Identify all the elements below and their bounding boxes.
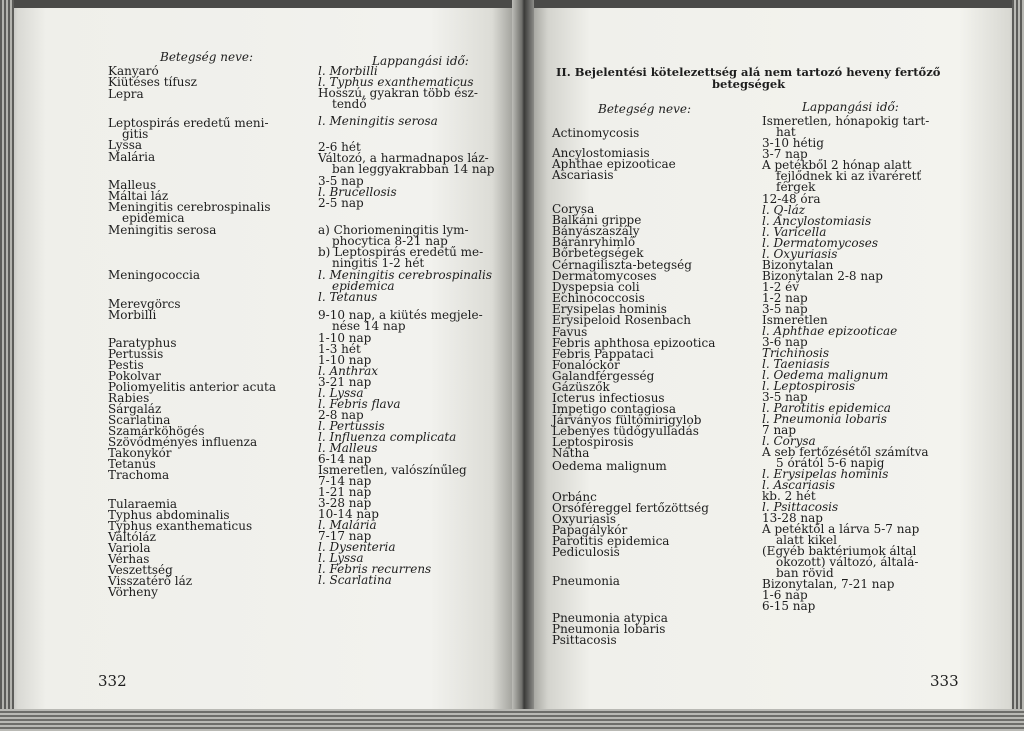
incubation-period: l. Influenza complicata [318, 430, 457, 444]
incubation-period: 2-5 nap [318, 196, 364, 210]
incubation-period: l. Febris recurrens [318, 562, 432, 576]
disease-name: Impetigo contagiosa [552, 402, 676, 416]
incubation-period: ningitis 1-2 hét [332, 256, 425, 270]
incubation-period: ban leggyakrabban 14 nap [332, 162, 495, 176]
incubation-period: l. Oxyuriasis [762, 247, 838, 261]
disease-name: Icterus infectiosus [552, 391, 665, 405]
incubation-period: 1-2 év [762, 280, 800, 294]
disease-name: Balkáni grippe [552, 213, 642, 227]
disease-name: Malária [108, 150, 156, 164]
disease-name: Orbánc [552, 490, 597, 504]
disease-name: Echinococcosis [552, 291, 645, 305]
incubation-period: l. Leptospirosis [762, 379, 856, 393]
incubation-period: l. Erysipelas hominis [762, 467, 889, 481]
incubation-period: l. Febris flava [318, 397, 401, 411]
disease-name: Vörheny [108, 585, 158, 599]
disease-name: Orsóféreggel fertőzöttség [552, 501, 709, 515]
disease-name: Favus [552, 325, 588, 339]
disease-name: Scarlatina [108, 413, 171, 427]
disease-name: Fonalóckór [552, 358, 620, 372]
incubation-period: l. Morbilli [318, 64, 378, 78]
incubation-period: 3-6 nap [762, 335, 808, 349]
incubation-period: 1-2 nap [762, 291, 808, 305]
disease-name: Kiütéses tífusz [108, 75, 197, 89]
incubation-period: ban rövid [776, 566, 834, 580]
page-edges-left [0, 0, 14, 731]
disease-name: Erysipelas hominis [552, 302, 667, 316]
disease-name: Szövődményes influenza [108, 435, 258, 449]
disease-name: Pestis [108, 358, 144, 372]
incubation-period: 3-28 nap [318, 496, 372, 510]
disease-name: Meningitis cerebrospinalis [108, 200, 271, 214]
incubation-period: l. Ascariasis [762, 478, 836, 492]
incubation-period: 10-14 nap [318, 507, 379, 521]
incubation-period: Bizonytalan [762, 258, 834, 272]
incubation-period: l. Dermatomycoses [762, 236, 879, 250]
incubation-period: 9-10 nap, a kiütés megjele- [318, 308, 483, 322]
disease-name: Morbilli [108, 308, 157, 322]
page-edges-bottom [0, 709, 1024, 731]
incubation-period: Bizonytalan 2-8 nap [762, 269, 883, 283]
incubation-period: 1-10 nap [318, 353, 372, 367]
disease-name: Typhus exanthematicus [108, 519, 253, 533]
left-header-disease-name: Betegség neve: [160, 50, 254, 64]
disease-name: Takonykór [108, 446, 172, 460]
incubation-period: 1-3 hét [318, 342, 361, 356]
disease-name: Rabies [108, 391, 150, 405]
incubation-period: l. Malleus [318, 441, 378, 455]
incubation-period: l. Corysa [762, 434, 816, 448]
disease-name: Sárgaláz [108, 402, 162, 416]
incubation-period: 7 nap [762, 423, 797, 437]
incubation-period: epidemica [332, 279, 395, 293]
incubation-period: 3-21 nap [318, 375, 372, 389]
incubation-period: l. Taeniasis [762, 357, 830, 371]
disease-name: Dermatomycoses [552, 269, 657, 283]
disease-name: Meningitis serosa [108, 223, 217, 237]
disease-name: Erysipeloid Rosenbach [552, 313, 691, 327]
disease-name: Parotitis epidemica [552, 534, 670, 548]
incubation-period: a) Choriomeningitis lym- [318, 223, 469, 237]
disease-name: Pertussis [108, 347, 164, 361]
incubation-period: l. Lyssa [318, 551, 364, 565]
incubation-period: 3-5 nap [762, 390, 808, 404]
incubation-period: l. Q-láz [762, 203, 806, 217]
disease-name: Lyssa [108, 138, 143, 152]
incubation-period: okozott) változó, általá- [776, 555, 919, 569]
page-edges-right [1012, 0, 1024, 731]
incubation-period: kb. 2 hét [762, 489, 816, 503]
incubation-period: 7-14 nap [318, 474, 372, 488]
disease-name: Trachoma [108, 468, 170, 482]
page-number-right: 333 [930, 672, 959, 690]
disease-name: Aphthae epizooticae [552, 157, 676, 171]
incubation-period: Bizonytalan, 7-21 nap [762, 577, 895, 591]
disease-name: Merevgörcs [108, 297, 181, 311]
disease-name: Lepra [108, 87, 144, 101]
incubation-period: l. Pertussis [318, 419, 385, 433]
incubation-period: 3-5 nap [318, 174, 364, 188]
disease-name: Ancylostomiasis [552, 146, 650, 160]
incubation-period: l. Varicella [762, 225, 827, 239]
disease-name: Leptospirosis [552, 435, 634, 449]
disease-name: Oxyuriasis [552, 512, 616, 526]
disease-name: Váltóláz [108, 530, 156, 544]
disease-name: Máltai láz [108, 189, 169, 203]
disease-name: epidemica [122, 211, 185, 225]
incubation-period: A petéktől a lárva 5-7 nap [762, 522, 920, 536]
disease-name: Nátha [552, 446, 590, 460]
page-number-left: 332 [98, 672, 127, 690]
disease-name: Malleus [108, 178, 157, 192]
incubation-period: 6-15 nap [762, 599, 816, 613]
disease-name: Gázüszők [552, 380, 610, 394]
incubation-period: 1-6 nap [762, 588, 808, 602]
disease-name: Leptospirás eredetű meni- [108, 116, 269, 130]
incubation-period: tendő [332, 97, 367, 111]
disease-name: Pneumonia atypica [552, 611, 668, 625]
book-gutter [512, 0, 534, 731]
incubation-period: l. Dysenteria [318, 540, 396, 554]
disease-name: Cérnagiliszta-betegség [552, 258, 692, 272]
incubation-period: phocytica 8-21 nap [332, 234, 448, 248]
disease-name: gitis [122, 127, 149, 141]
incubation-period: Ismeretlen, valószínűleg [318, 463, 467, 477]
incubation-period: l. Ancylostomiasis [762, 214, 872, 228]
incubation-period: A petékből 2 hónap alatt [762, 158, 912, 172]
disease-name: Lebenyes tüdőgyulladás [552, 424, 699, 438]
right-header-incubation: Lappangási idő: [802, 100, 899, 114]
disease-name: Bányászaszály [552, 224, 640, 238]
disease-name: Báránryhimlő [552, 235, 636, 249]
incubation-period: 6-14 nap [318, 452, 372, 466]
incubation-period: (Egyéb baktériumok által [762, 544, 917, 558]
disease-name: Tetanus [108, 457, 156, 471]
incubation-period: férgek [776, 180, 816, 194]
incubation-period: 2-6 hét [318, 140, 361, 154]
disease-name: Variola [108, 541, 151, 555]
incubation-period: b) Leptospirás eredetű me- [318, 245, 484, 259]
incubation-period: l. Meningitis serosa [318, 114, 438, 128]
disease-name: Oedema malignum [552, 459, 667, 473]
disease-name: Typhus abdominalis [108, 508, 230, 522]
incubation-period: 3-7 nap [762, 147, 808, 161]
incubation-period: A seb fertőzésétől számítva [762, 445, 929, 459]
disease-name: Febris Pappataci [552, 347, 654, 361]
incubation-period: hat [776, 125, 796, 139]
incubation-period: l. Tetanus [318, 290, 378, 304]
left-header-incubation: Lappangási idő: [372, 54, 469, 68]
disease-name: Poliomyelitis anterior acuta [108, 380, 277, 394]
disease-name: Veszettség [108, 563, 173, 577]
disease-name: Actinomycosis [552, 126, 640, 140]
disease-name: Meningococcia [108, 268, 200, 282]
disease-name: Vérhas [108, 552, 150, 566]
incubation-period: 3-10 hétig [762, 136, 824, 150]
disease-name: Visszatérő láz [108, 574, 193, 588]
disease-name: Pokolvar [108, 369, 161, 383]
disease-name: Járványos fültőmirigylob [552, 413, 702, 427]
incubation-period: l. Oedema malignum [762, 368, 889, 382]
incubation-period: l. Meningitis cerebrospinalis [318, 268, 492, 282]
disease-name: Ascariasis [552, 168, 614, 182]
incubation-period: 12-48 óra [762, 192, 821, 206]
disease-name: Febris aphthosa epizootica [552, 336, 716, 350]
incubation-period: 2-8 nap [318, 408, 364, 422]
incubation-period: 13-28 nap [762, 511, 823, 525]
disease-name: Kanyaró [108, 64, 159, 78]
disease-name: Galandférgesség [552, 369, 655, 383]
disease-name: Paratyphus [108, 336, 177, 350]
left-page [0, 8, 520, 720]
disease-name: Pneumonia [552, 574, 620, 588]
incubation-period: 1-21 nap [318, 485, 372, 499]
disease-name: Papagálykór [552, 523, 628, 537]
incubation-period: l. Lyssa [318, 386, 364, 400]
incubation-period: Trichinosis [762, 346, 829, 360]
incubation-period: l. Anthrax [318, 364, 379, 378]
disease-name: Psittacosis [552, 633, 617, 647]
disease-name: Szamárköhögés [108, 424, 205, 438]
incubation-period: nése 14 nap [332, 319, 406, 333]
incubation-period: 5 órától 5-6 napig [776, 456, 885, 470]
right-header-disease-name: Betegség neve: [598, 102, 692, 116]
incubation-period: l. Aphthae epizooticae [762, 324, 898, 338]
disease-name: Pneumonia lobaris [552, 622, 666, 636]
incubation-period: fejlődnek ki az ivaréretť [776, 169, 922, 183]
disease-name: Pediculosis [552, 545, 620, 559]
incubation-period: alatt kikel [776, 533, 837, 547]
incubation-period: Hosszú, gyakran több ész- [318, 86, 478, 100]
disease-name: Dyspepsia coli [552, 280, 640, 294]
incubation-period: l. Brucellosis [318, 185, 397, 199]
incubation-period: 1-10 nap [318, 331, 372, 345]
incubation-period: l. Pneumonia lobaris [762, 412, 887, 426]
incubation-period: l. Malária [318, 518, 377, 532]
incubation-period: Változó, a harmadnapos láz- [318, 151, 489, 165]
incubation-period: l. Psittacosis [762, 500, 839, 514]
disease-name: Tularaemia [108, 497, 178, 511]
incubation-period: Ismeretlen, hónapokig tart- [762, 114, 930, 128]
incubation-period: 7-17 nap [318, 529, 372, 543]
section-title-line2: betegségek [712, 77, 786, 91]
disease-name: Bőrbetegségek [552, 246, 644, 260]
incubation-period: l. Scarlatina [318, 573, 392, 587]
incubation-period: l. Parotitis epidemica [762, 401, 891, 415]
right-page [520, 8, 1024, 720]
section-title-line1: II. Bejelentési kötelezettség alá nem tartozó heveny fertőző [556, 65, 941, 79]
incubation-period: Ismeretlen [762, 313, 828, 327]
incubation-period: 3-5 nap [762, 302, 808, 316]
incubation-period: l. Typhus exanthematicus [318, 75, 474, 89]
disease-name: Corysa [552, 202, 595, 216]
